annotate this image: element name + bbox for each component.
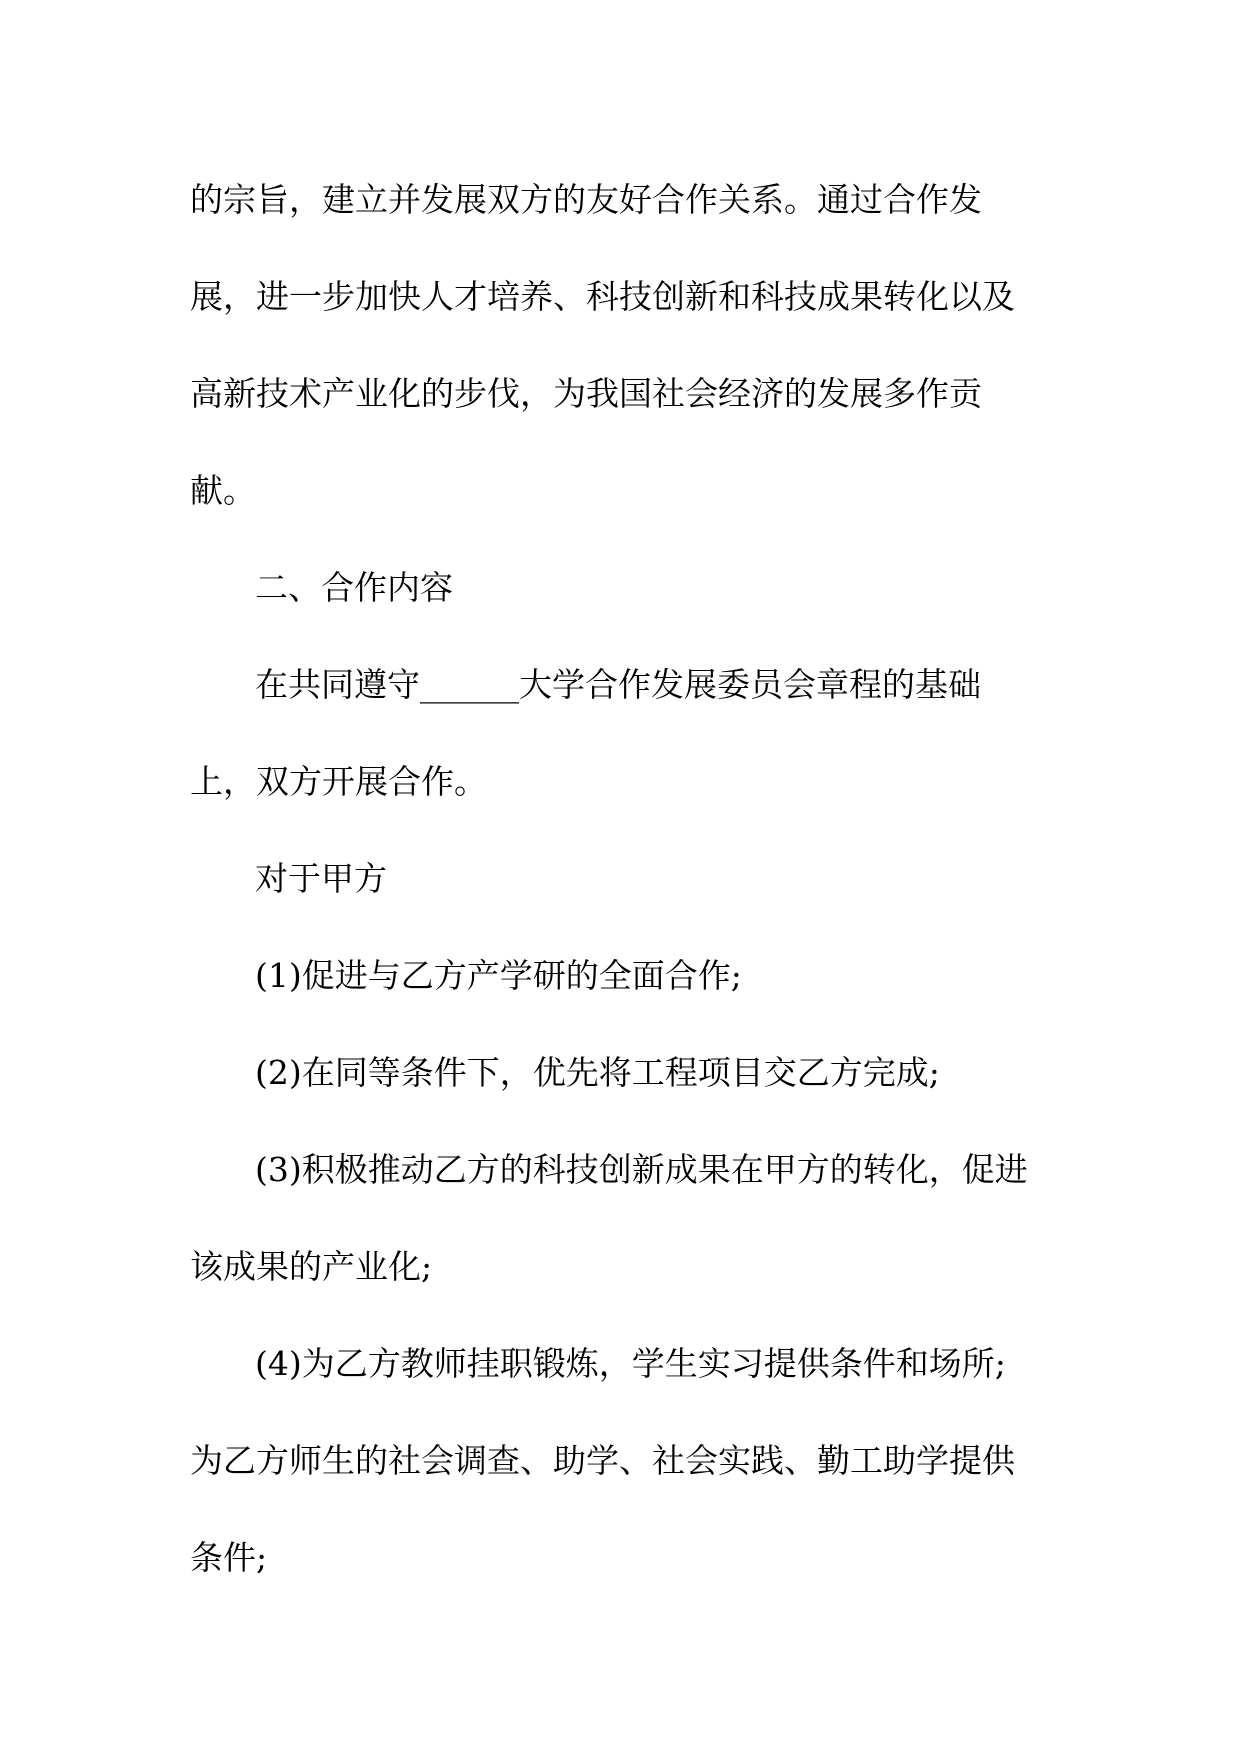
paragraph-line: 的宗旨，建立并发展双方的友好合作关系。通过合作发 xyxy=(190,180,982,219)
subheading-party-a: 对于甲方 xyxy=(255,859,387,898)
paragraph-line: 上，双方开展合作。 xyxy=(190,762,487,801)
list-item: (4)为乙方教师挂职锻炼，学生实习提供条件和场所; xyxy=(255,1344,1006,1383)
paragraph-line: 献。 xyxy=(190,471,256,510)
list-item: (1)促进与乙方产学研的全面合作; xyxy=(255,956,742,995)
paragraph-line: 在共同遵守______大学合作发展委员会章程的基础 xyxy=(255,665,981,704)
list-item-continuation: 条件; xyxy=(190,1538,268,1577)
list-item: (3)积极推动乙方的科技创新成果在甲方的转化，促进 xyxy=(255,1150,1028,1189)
paragraph-line: 展，进一步加快人才培养、科技创新和科技成果转化以及 xyxy=(190,277,1015,316)
list-item-continuation: 为乙方师生的社会调查、助学、社会实践、勤工助学提供 xyxy=(190,1441,1015,1480)
section-heading: 二、合作内容 xyxy=(255,568,453,607)
paragraph-line: 高新技术产业化的步伐，为我国社会经济的发展多作贡 xyxy=(190,374,982,413)
list-item: (2)在同等条件下，优先将工程项目交乙方完成; xyxy=(255,1053,940,1092)
list-item-continuation: 该成果的产业化; xyxy=(190,1247,433,1286)
